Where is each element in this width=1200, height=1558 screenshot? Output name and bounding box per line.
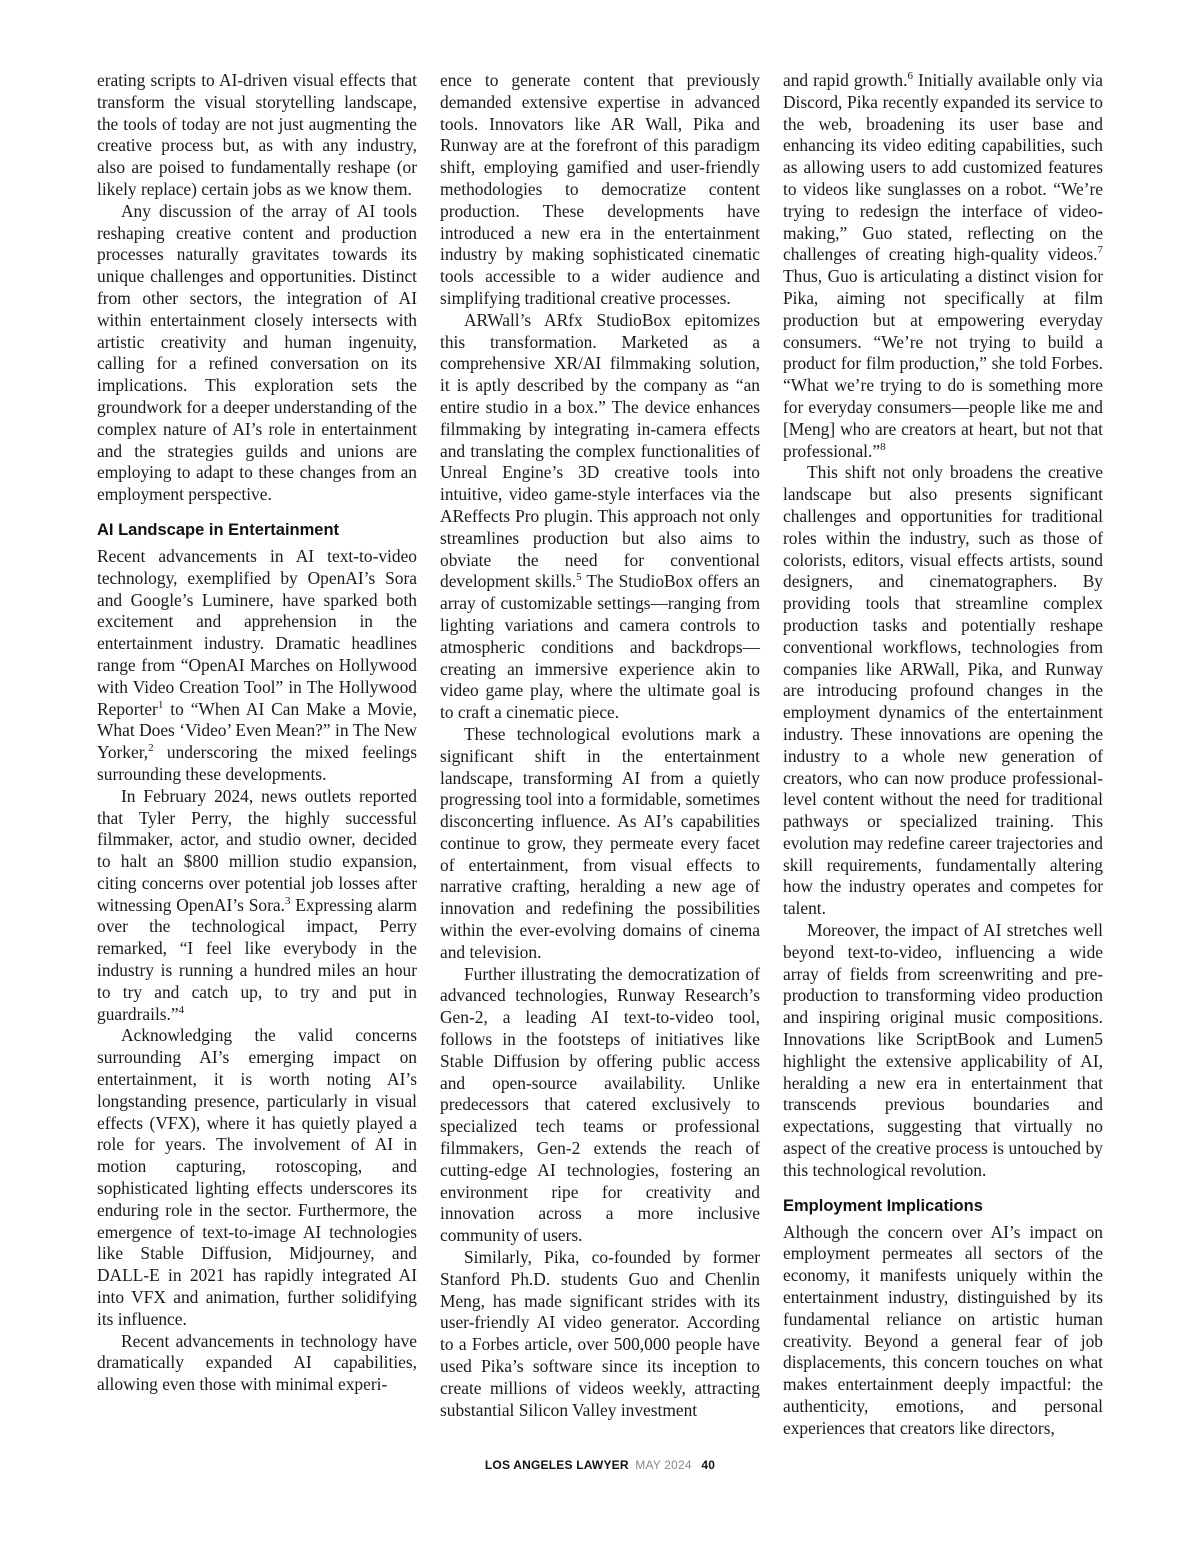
footnote-marker: 4 [178,1003,185,1016]
paragraph [783,462,1103,920]
issue-date: MAY 2024 [635,1458,692,1472]
paragraph-text: Any discussion of the array of AI tools reshaping creative content and production processes naturally gravitates towards its unique challenges and opportunities. Distinct from other sectors, the integration of AI within entertainment closely intersects with artistic creativity and human ingenuity, calling for a refined conversation on its implications. This exploration sets the groundwork for a deeper understanding of the complex nature of AI’s role in entertainment and the strategies guilds and unions are employing to adapt to these changes from an employment perspective. [97,200,417,505]
paragraph-text: underscoring the mixed feelings surrounding these developments. [97,742,417,784]
paragraph-text: Thus, Guo is articulating a distinct vision for Pika, aiming not specifically at film production but at empowering everyday consumers. “We’re not trying to build a product for film production,” she told Forbes. “What we’re trying to do is something more for everyday consumers—people like me and [Meng] who are creators at heart, but not that professional.” [783,266,1103,461]
article-column-3 [783,70,1103,1440]
footnote-marker: 2 [148,742,154,755]
paragraph [97,1025,417,1330]
paragraph-text: Further illustrating the democratization of advanced technologies, Runway Research’s Gen-2, a leading AI text-to-video tool, follows in the footsteps of initiatives like Stable Diffusion by offering public access and open-source availability. Unlike predecessors that catered exclusively to specialized tech teams or professional filmmakers, Gen-2 extends the reach of cutting-edge AI technologies, fostering an environment ripe for creativity and innovation across a more inclusive community of users. [440,963,760,1246]
paragraph-text: Recent advancements in AI text-to-video technology, exemplified by OpenAI’s Sora and Google’s Luminere, have sparked both excitement and apprehension in the entertainment industry. Dramatic headlines range from “OpenAI Marches on Hollywood with Video Creation Tool” in The Hollywood Reporter [97,545,417,719]
footnote-marker: 5 [576,571,582,584]
publication-name: LOS ANGELES LAWYER [484,1458,629,1472]
paragraph [783,70,1103,462]
footnote-marker: 7 [1097,244,1103,257]
paragraph [97,201,417,506]
footnote-marker: 6 [907,70,913,83]
paragraph-text: This shift not only broadens the creative landscape but also presents significant challenges and opportunities for traditional roles within the industry, such as those of colorists, editors, visual effects artists, sound designers, and cinematographers. By providing tools that streamline complex production tasks and potentially reshape conventional workflows, technologies from companies like ARWall, Pika, and Runway are introducing profound changes in the employment dynamics of the entertainment industry. These innovations are opening the industry to a whole new generation of creators, who can now produce professional-level content without the need for traditional pathways or specialized training. This evolution may redefine career trajectories and skill requirements, fundamentally altering how the industry operates and competes for talent. [783,462,1103,919]
footnote-marker: 3 [284,894,291,907]
article-column-2 [440,70,760,1421]
paragraph-text: ence to generate content that previously demanded extensive expertise in advanced tools. Innovators like AR Wall, Pika and Runway are at the forefront of this paradigm shift, employing gamified and user-friendly methodologies to democratize content production. These developments have introduced a new era in the entertainment industry by making sophisticated cinematic tools accessible to a wider audience and simplifying traditional creative processes. [440,70,760,308]
page-number: 40 [701,1458,716,1472]
paragraph-text: Acknowledging the valid concerns surrounding AI’s emerging impact on entertainment, it is worth noting AI’s longstanding presence, particularly in visual effects (VFX), where it has quietly played a role for years. The involvement of AI in motion capturing, rotoscoping, and sophisticated lighting effects underscores its enduring role in the sector. Furthermore, the emergence of text-to-image AI technologies like Stable Diffusion, Midjourney, and DALL-E in 2021 has rapidly integrated AI into VFX and animation, further solidifying its influence. [97,1025,417,1329]
article-column-1 [97,70,417,1396]
paragraph-text: Although the concern over AI’s impact on employment permeates all sectors of the economy, it manifests uniquely within the entertainment industry, distinguished by its fundamental reliance on artistic human creativity. Beyond a general fear of job displacements, this concern touches on what makes entertainment deeply impactful: the authenticity, emotions, and personal experiences that creators like directors, [783,1221,1103,1438]
paragraph [440,1247,760,1421]
paragraph-text: and rapid growth. [783,70,908,90]
paragraph [440,70,760,310]
paragraph-text: In February 2024, news outlets reported that Tyler Perry, the highly successful filmmaker, actor, and studio owner, decided to halt an $800 million studio expansion, citing concerns over potential job losses after witnessing OpenAI’s Sora. [97,785,417,915]
paragraph [440,964,760,1247]
paragraph-text: Expressing alarm over the technological impact, Perry remarked, “I feel like everybody in the industry is running a hundred miles an hour to try and catch up, to try and put in guardrails.” [97,894,417,1024]
section-heading: AI Landscape in Entertainment [97,520,340,539]
paragraph-text: Moreover, the impact of AI stretches well beyond text-to-video, influencing a wide array of fields from screenwriting and pre-production to transforming video production and inspiring original music compositions. Innovations like ScriptBook and Lumen5 highlight the extensive applicability of AI, heralding a new era in entertainment that transcends previous boundaries and expectations, suggesting that virtually no aspect of the creative process is untouched by this technological revolution. [783,920,1103,1180]
paragraph-text: erating scripts to AI-driven visual effects that transform the visual storytelling landscape, the tools of today are not just augmenting the creative process but, as with any industry, also are poised to fundamentally reshape (or likely replace) certain jobs as we know them. [97,70,417,199]
paragraph [97,1331,417,1396]
paragraph [783,1222,1103,1440]
paragraph-text: The StudioBox offers an array of customizable settings—ranging from lighting variations and camera controls to atmospheric conditions and backdrops—creating an immersive experience akin to video game play, where the ultimate goal is to craft a cinematic piece. [440,571,760,723]
paragraph-text: to “When AI Can Make a Movie, What Does ‘Video’ Even Mean?” in The New Yorker, [97,698,417,763]
footnote-marker: 8 [880,440,886,453]
page-footer [0,1458,1200,1472]
paragraph-text: These technological evolutions mark a significant shift in the entertainment landscape, transforming AI from a quietly progressing tool into a formidable, sometimes disconcerting influence. As AI’s capabilities continue to grow, they permeate every facet of entertainment, from visual effects to narrative crafting, heralding a new age of innovation and redefining the possibilities within the ever-evolving domains of cinema and television. [440,723,760,962]
paragraph-text: Initially available only via Discord, Pika recently expanded its service to the web, broadening its user base and enhancing its video editing capabilities, such as allowing users to add customized features to videos like sunglasses on a robot. “We’re trying to redesign the interface of video-making,” Guo stated, reflecting on the challenges of creating high-quality videos. [783,70,1104,265]
paragraph-text: Similarly, Pika, co-founded by former Stanford Ph.D. students Guo and Chenlin Meng, has made significant strides with its user-friendly AI video generator. According to a Forbes article, over 500,000 people have used Pika’s software since its inception to create millions of videos weekly, attracting substantial Silicon Valley investment [440,1247,760,1420]
paragraph [783,920,1103,1182]
section-heading: Employment Implications [783,1196,983,1215]
paragraph-text: Recent advancements in technology have dramatically expanded AI capabilities, allowing even those with minimal experi- [97,1330,417,1395]
footnote-marker: 1 [157,698,164,711]
paragraph [440,310,760,724]
paragraph [97,70,417,201]
paragraph-text: ARWall’s ARfx StudioBox epitomizes this transformation. Marketed as a comprehensive XR/AI filmmaking solution, it is aptly described by the company as “an entire studio in a box.” The device enhances filmmaking by integrating in-camera effects and translating the complex functionalities of Unreal Engine’s 3D creative tools into intuitive, video game-style interfaces via the AReffects Pro plugin. This approach not only streamlines production but also aims to obviate the need for conventional development skills. [440,309,760,592]
paragraph [97,786,417,1026]
paragraph [440,724,760,964]
paragraph [97,546,417,786]
